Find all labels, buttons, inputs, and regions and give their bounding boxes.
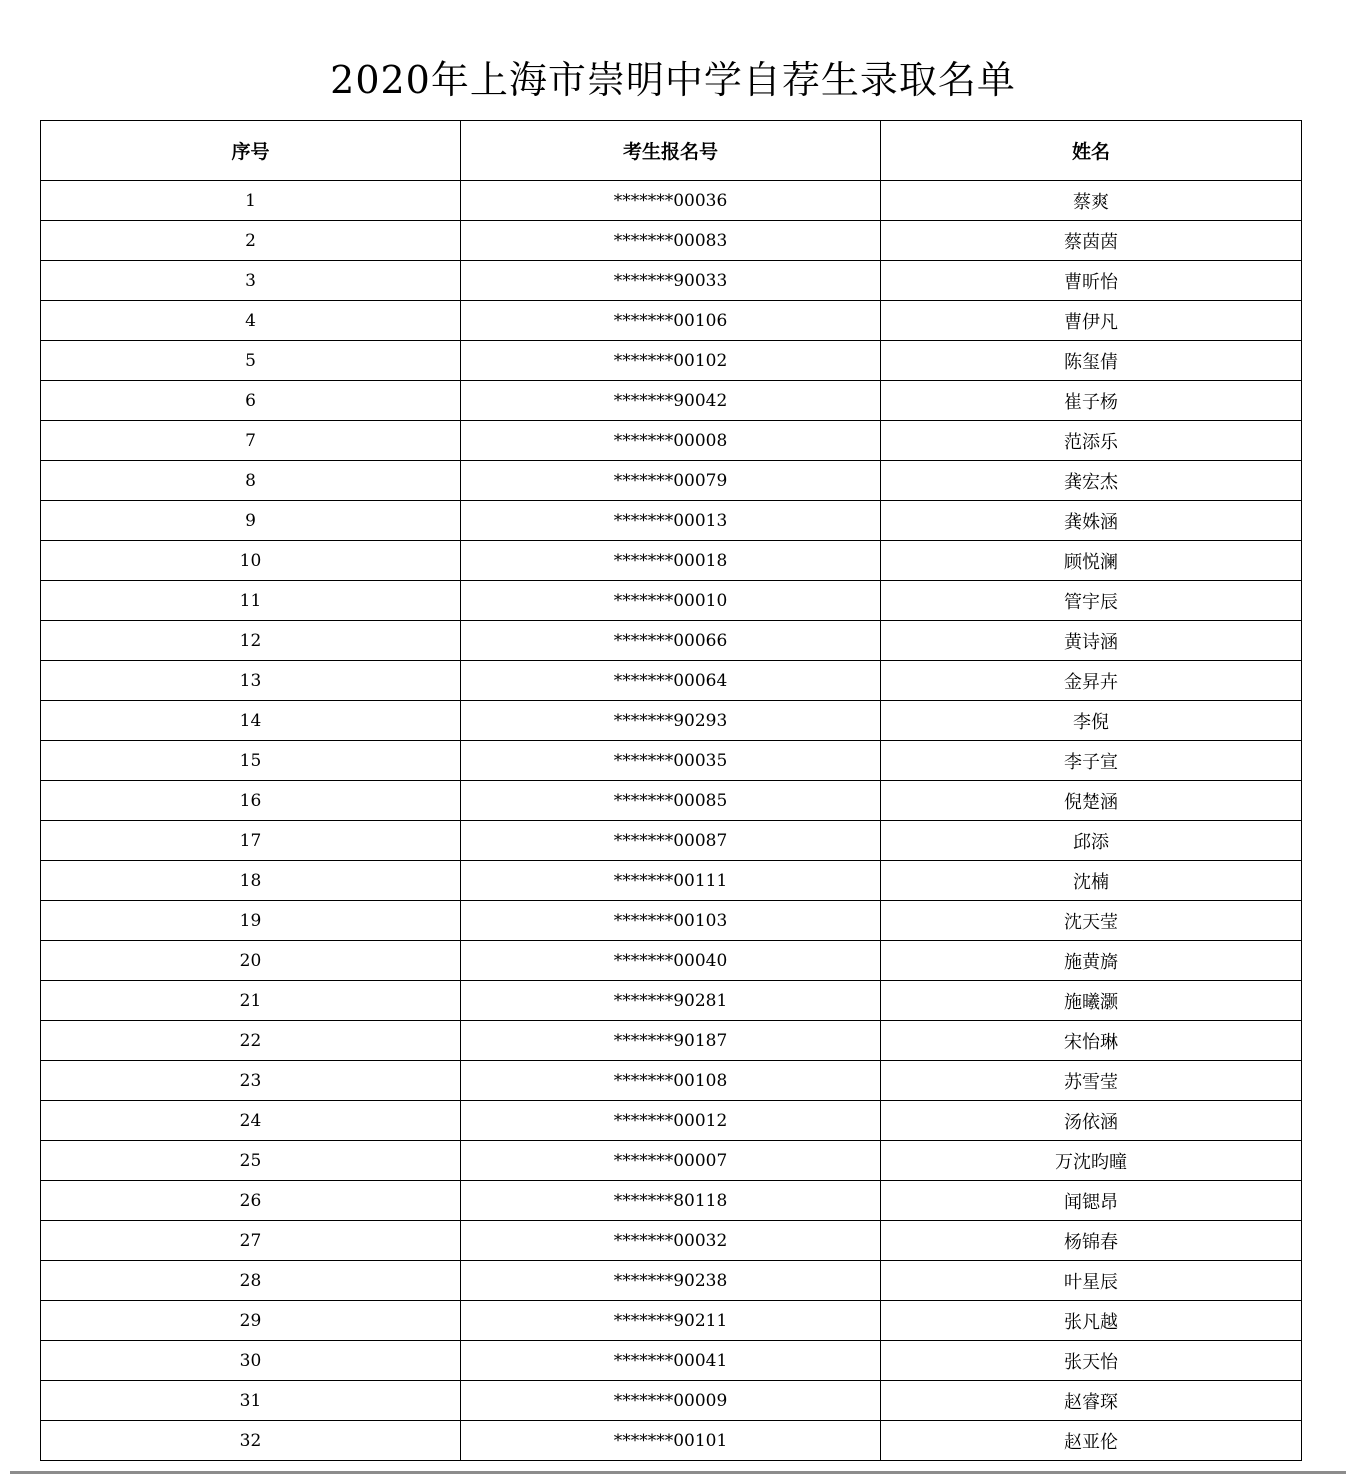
row-exam-id-cell: *******90033 xyxy=(461,261,881,301)
table-row xyxy=(41,1061,1302,1101)
table-row xyxy=(41,701,1302,741)
row-name-cell: 沈天莹 xyxy=(881,901,1302,941)
row-name-cell: 张天怡 xyxy=(881,1341,1302,1381)
row-name-cell: 沈楠 xyxy=(881,861,1302,901)
row-exam-id-cell: *******00103 xyxy=(461,901,881,941)
row-name-cell: 万沈昀曈 xyxy=(881,1141,1302,1181)
table-row xyxy=(41,1101,1302,1141)
table-row xyxy=(41,1421,1302,1461)
row-exam-id-cell: *******90293 xyxy=(461,701,881,741)
row-index-cell: 8 xyxy=(41,461,461,501)
row-index-cell: 7 xyxy=(41,421,461,461)
row-index-cell: 20 xyxy=(41,941,461,981)
row-exam-id-cell: *******80118 xyxy=(461,1181,881,1221)
row-index-cell: 12 xyxy=(41,621,461,661)
header-index: 序号 xyxy=(41,121,461,181)
row-name-cell: 黄诗涵 xyxy=(881,621,1302,661)
row-index-cell: 22 xyxy=(41,1021,461,1061)
table-body xyxy=(41,181,1302,1461)
row-exam-id-cell: *******00102 xyxy=(461,341,881,381)
row-index-cell: 28 xyxy=(41,1261,461,1301)
row-name-cell: 金昇卉 xyxy=(881,661,1302,701)
row-exam-id-cell: *******90211 xyxy=(461,1301,881,1341)
table-row xyxy=(41,621,1302,661)
table-row xyxy=(41,1301,1302,1341)
row-index-cell: 4 xyxy=(41,301,461,341)
row-exam-id-cell: *******90281 xyxy=(461,981,881,1021)
row-index-cell: 14 xyxy=(41,701,461,741)
table-row xyxy=(41,421,1302,461)
row-exam-id-cell: *******00111 xyxy=(461,861,881,901)
admission-table xyxy=(40,120,1302,1461)
row-index-cell: 1 xyxy=(41,181,461,221)
row-exam-id-cell: *******00079 xyxy=(461,461,881,501)
row-name-cell: 曹伊凡 xyxy=(881,301,1302,341)
row-index-cell: 23 xyxy=(41,1061,461,1101)
row-exam-id-cell: *******00040 xyxy=(461,941,881,981)
table-row xyxy=(41,941,1302,981)
row-name-cell: 张凡越 xyxy=(881,1301,1302,1341)
row-name-cell: 顾悦澜 xyxy=(881,541,1302,581)
row-exam-id-cell: *******00013 xyxy=(461,501,881,541)
row-exam-id-cell: *******00066 xyxy=(461,621,881,661)
table-row xyxy=(41,341,1302,381)
header-name: 姓名 xyxy=(881,121,1302,181)
row-exam-id-cell: *******00007 xyxy=(461,1141,881,1181)
row-exam-id-cell: *******00018 xyxy=(461,541,881,581)
table-row xyxy=(41,221,1302,261)
row-name-cell: 宋怡琳 xyxy=(881,1021,1302,1061)
row-exam-id-cell: *******00009 xyxy=(461,1381,881,1421)
table-row xyxy=(41,301,1302,341)
page-bottom-divider xyxy=(10,1471,1346,1474)
row-name-cell: 蔡爽 xyxy=(881,181,1302,221)
row-index-cell: 30 xyxy=(41,1341,461,1381)
row-index-cell: 10 xyxy=(41,541,461,581)
row-exam-id-cell: *******00036 xyxy=(461,181,881,221)
row-index-cell: 21 xyxy=(41,981,461,1021)
row-exam-id-cell: *******90042 xyxy=(461,381,881,421)
row-index-cell: 3 xyxy=(41,261,461,301)
table-row xyxy=(41,381,1302,421)
row-index-cell: 31 xyxy=(41,1381,461,1421)
row-name-cell: 蔡茵茵 xyxy=(881,221,1302,261)
table-row xyxy=(41,541,1302,581)
row-index-cell: 15 xyxy=(41,741,461,781)
row-name-cell: 龚宏杰 xyxy=(881,461,1302,501)
row-exam-id-cell: *******00087 xyxy=(461,821,881,861)
row-exam-id-cell: *******00041 xyxy=(461,1341,881,1381)
row-name-cell: 倪楚涵 xyxy=(881,781,1302,821)
table-row xyxy=(41,501,1302,541)
row-name-cell: 龚姝涵 xyxy=(881,501,1302,541)
row-name-cell: 杨锦春 xyxy=(881,1221,1302,1261)
row-index-cell: 6 xyxy=(41,381,461,421)
row-exam-id-cell: *******00106 xyxy=(461,301,881,341)
table-row xyxy=(41,1141,1302,1181)
row-name-cell: 叶星辰 xyxy=(881,1261,1302,1301)
row-index-cell: 16 xyxy=(41,781,461,821)
row-name-cell: 赵睿琛 xyxy=(881,1381,1302,1421)
table-row xyxy=(41,661,1302,701)
table-row xyxy=(41,1181,1302,1221)
row-exam-id-cell: *******00083 xyxy=(461,221,881,261)
table-row xyxy=(41,861,1302,901)
table-row xyxy=(41,1221,1302,1261)
row-name-cell: 苏雪莹 xyxy=(881,1061,1302,1101)
row-name-cell: 施曦灏 xyxy=(881,981,1302,1021)
row-exam-id-cell: *******00101 xyxy=(461,1421,881,1461)
table-row xyxy=(41,461,1302,501)
table-row xyxy=(41,781,1302,821)
row-name-cell: 邱添 xyxy=(881,821,1302,861)
row-index-cell: 19 xyxy=(41,901,461,941)
table-row xyxy=(41,261,1302,301)
row-name-cell: 闻锶昂 xyxy=(881,1181,1302,1221)
row-index-cell: 11 xyxy=(41,581,461,621)
row-name-cell: 赵亚伦 xyxy=(881,1421,1302,1461)
row-index-cell: 13 xyxy=(41,661,461,701)
row-index-cell: 17 xyxy=(41,821,461,861)
table-row xyxy=(41,1261,1302,1301)
page-title: 2020年上海市崇明中学自荐生录取名单 xyxy=(330,58,1016,102)
header-exam-id: 考生报名号 xyxy=(461,121,881,181)
row-name-cell: 陈玺倩 xyxy=(881,341,1302,381)
table-row xyxy=(41,1381,1302,1421)
table-row xyxy=(41,1341,1302,1381)
row-exam-id-cell: *******00010 xyxy=(461,581,881,621)
row-name-cell: 李倪 xyxy=(881,701,1302,741)
row-exam-id-cell: *******90238 xyxy=(461,1261,881,1301)
row-index-cell: 29 xyxy=(41,1301,461,1341)
row-exam-id-cell: *******00012 xyxy=(461,1101,881,1141)
row-exam-id-cell: *******00085 xyxy=(461,781,881,821)
row-index-cell: 32 xyxy=(41,1421,461,1461)
row-name-cell: 施黄旖 xyxy=(881,941,1302,981)
row-index-cell: 5 xyxy=(41,341,461,381)
row-index-cell: 25 xyxy=(41,1141,461,1181)
row-name-cell: 管宇辰 xyxy=(881,581,1302,621)
table-row xyxy=(41,901,1302,941)
table-row xyxy=(41,581,1302,621)
row-exam-id-cell: *******00032 xyxy=(461,1221,881,1261)
row-exam-id-cell: *******00008 xyxy=(461,421,881,461)
row-index-cell: 27 xyxy=(41,1221,461,1261)
row-exam-id-cell: *******90187 xyxy=(461,1021,881,1061)
row-index-cell: 2 xyxy=(41,221,461,261)
row-name-cell: 汤依涵 xyxy=(881,1101,1302,1141)
row-exam-id-cell: *******00108 xyxy=(461,1061,881,1101)
row-name-cell: 崔子杨 xyxy=(881,381,1302,421)
row-name-cell: 李子宣 xyxy=(881,741,1302,781)
row-name-cell: 范添乐 xyxy=(881,421,1302,461)
row-index-cell: 26 xyxy=(41,1181,461,1221)
table-row xyxy=(41,821,1302,861)
row-index-cell: 9 xyxy=(41,501,461,541)
row-index-cell: 24 xyxy=(41,1101,461,1141)
row-exam-id-cell: *******00064 xyxy=(461,661,881,701)
header-row xyxy=(41,121,1302,181)
table-row xyxy=(41,1021,1302,1061)
row-index-cell: 18 xyxy=(41,861,461,901)
row-exam-id-cell: *******00035 xyxy=(461,741,881,781)
table-row xyxy=(41,981,1302,1021)
table-row xyxy=(41,181,1302,221)
row-name-cell: 曹昕怡 xyxy=(881,261,1302,301)
table-row xyxy=(41,741,1302,781)
